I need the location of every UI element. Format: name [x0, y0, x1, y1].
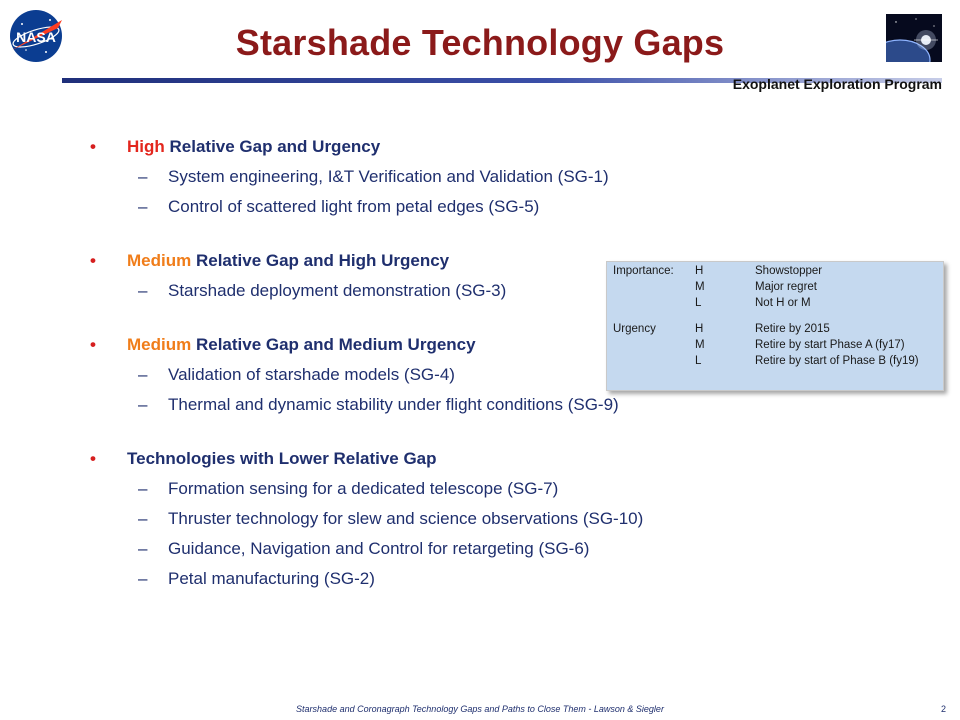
footer-citation: Starshade and Coronagraph Technology Gaps and Paths to Close Them - Lawson & Siegler — [296, 704, 664, 714]
legend-code: L — [695, 355, 702, 367]
list-item-text: Petal manufacturing (SG-2) — [168, 569, 375, 588]
legend-code: L — [695, 297, 702, 309]
legend-code: H — [695, 323, 704, 335]
legend-row — [611, 279, 919, 295]
gap-group-high — [90, 136, 950, 218]
list-item-text: Validation of starshade models (SG-4) — [168, 365, 455, 384]
dash-marker: – — [138, 365, 148, 384]
list-item-text: Formation sensing for a dedicated telescope (SG-7) — [168, 479, 559, 498]
dash-marker: – — [138, 569, 148, 588]
legend-category: Urgency — [613, 323, 656, 335]
list-item — [90, 196, 950, 218]
list-item — [90, 568, 950, 590]
dash-marker: – — [138, 509, 148, 528]
list-item-text: Starshade deployment demonstration (SG-3) — [168, 281, 507, 300]
bullet-marker: • — [90, 251, 96, 270]
legend-code: M — [695, 281, 705, 293]
dash-marker: – — [138, 197, 148, 216]
bullet-heading-text: Relative Gap and Medium Urgency — [191, 335, 476, 354]
legend-code: M — [695, 339, 705, 351]
bullet-marker: • — [90, 137, 96, 156]
legend-row — [611, 353, 919, 369]
dash-marker: – — [138, 167, 148, 186]
legend-meaning: Retire by start Phase A (fy17) — [755, 339, 905, 351]
list-item — [90, 508, 950, 530]
list-item — [90, 394, 950, 416]
list-item-text: Thermal and dynamic stability under flight conditions (SG-9) — [168, 395, 619, 414]
list-item-text: System engineering, I&T Verification and Validation (SG-1) — [168, 167, 609, 186]
legend-row — [611, 337, 919, 353]
gap-group-lower — [90, 448, 950, 590]
level-medium-label: Medium — [127, 335, 192, 354]
legend-box — [606, 261, 944, 391]
page-title: Starshade Technology Gaps — [235, 22, 725, 63]
dash-marker: – — [138, 479, 148, 498]
legend-code: H — [695, 265, 704, 277]
list-item-text: Guidance, Navigation and Control for retargeting (SG-6) — [168, 539, 590, 558]
legend-row — [611, 263, 919, 279]
dash-marker: – — [138, 281, 148, 300]
legend-meaning: Retire by start of Phase B (fy19) — [755, 355, 919, 367]
list-item — [90, 478, 950, 500]
list-item-text: Thruster technology for slew and science observations (SG-10) — [168, 509, 644, 528]
space-planet-image — [886, 14, 942, 62]
list-item — [90, 166, 950, 188]
dash-marker: – — [138, 539, 148, 558]
bullet-marker: • — [90, 335, 96, 354]
legend-meaning: Major regret — [755, 281, 817, 293]
nasa-logo-text: NASA — [16, 29, 56, 45]
bullet-marker: • — [90, 449, 96, 468]
bullet-heading-text: Relative Gap and High Urgency — [191, 251, 450, 270]
list-item — [90, 538, 950, 560]
legend-row — [611, 295, 919, 311]
level-high-label: High — [127, 137, 165, 156]
list-item-text: Control of scattered light from petal edges (SG-5) — [168, 197, 540, 216]
program-name: Exoplanet Exploration Program — [732, 76, 942, 92]
legend-meaning: Not H or M — [755, 297, 811, 309]
legend-row — [611, 321, 919, 337]
page-number: 2 — [940, 704, 946, 714]
bullet-heading — [90, 136, 950, 158]
dash-marker: – — [138, 395, 148, 414]
level-medium-label: Medium — [127, 251, 192, 270]
legend-meaning: Retire by 2015 — [755, 323, 830, 335]
legend-meaning: Showstopper — [755, 265, 823, 277]
bullet-heading-text: Relative Gap and Urgency — [164, 137, 381, 156]
legend-category: Importance: — [613, 265, 674, 277]
bullet-heading — [90, 448, 950, 470]
bullet-heading-text: Technologies with Lower Relative Gap — [127, 449, 437, 468]
legend-table — [611, 263, 919, 369]
